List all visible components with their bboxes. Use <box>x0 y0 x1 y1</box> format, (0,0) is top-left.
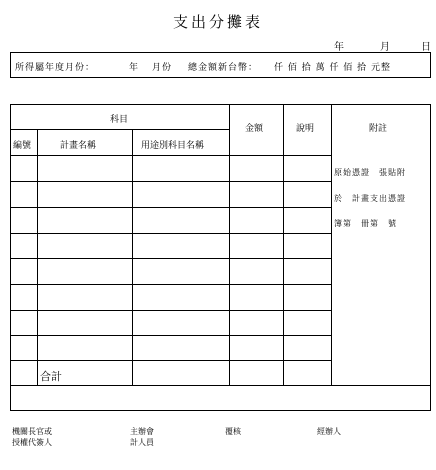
header-appendix: 附註 <box>369 124 388 134</box>
header-subject: 科目 <box>110 115 129 125</box>
signature-authorized: 授權代簽人 <box>12 438 52 447</box>
date-year: 年 <box>334 42 344 53</box>
total-label: 合計 <box>40 370 62 383</box>
signature-reviewer: 覆核 <box>225 427 241 436</box>
fiscal-month: 月份 <box>152 63 173 73</box>
fiscal-year: 年 <box>129 63 140 73</box>
appendix-note-line: 簿第 冊第 號 <box>334 219 397 228</box>
col-header-use-category: 用途別科目名稱 <box>141 141 205 151</box>
amount-units: 仟 佰 拾 萬 仟 佰 拾 元整 <box>274 63 392 73</box>
col-header-plan-name: 計畫名稱 <box>60 141 97 151</box>
col-header-number: 編號 <box>13 141 32 151</box>
header-description: 說明 <box>296 124 315 134</box>
appendix-note-line: 原始憑證 張貼附 <box>334 168 406 177</box>
total-amount-label: 總金額新台幣： <box>188 63 259 73</box>
signature-accountant-2: 計人員 <box>130 438 154 447</box>
signature-handler: 經辦人 <box>317 427 341 436</box>
date-day: 日 <box>421 42 431 53</box>
header-amount: 金額 <box>245 124 264 134</box>
date-month: 月 <box>380 42 390 53</box>
signature-unit-head: 機關長官或 <box>12 427 52 436</box>
signature-accountant: 主辦會 <box>130 427 154 436</box>
fiscal-label: 所得屬年度月份： <box>15 63 96 73</box>
page-title: 支出分攤表 <box>172 13 263 31</box>
appendix-note-line: 於 計畫支出憑證 <box>334 194 406 203</box>
